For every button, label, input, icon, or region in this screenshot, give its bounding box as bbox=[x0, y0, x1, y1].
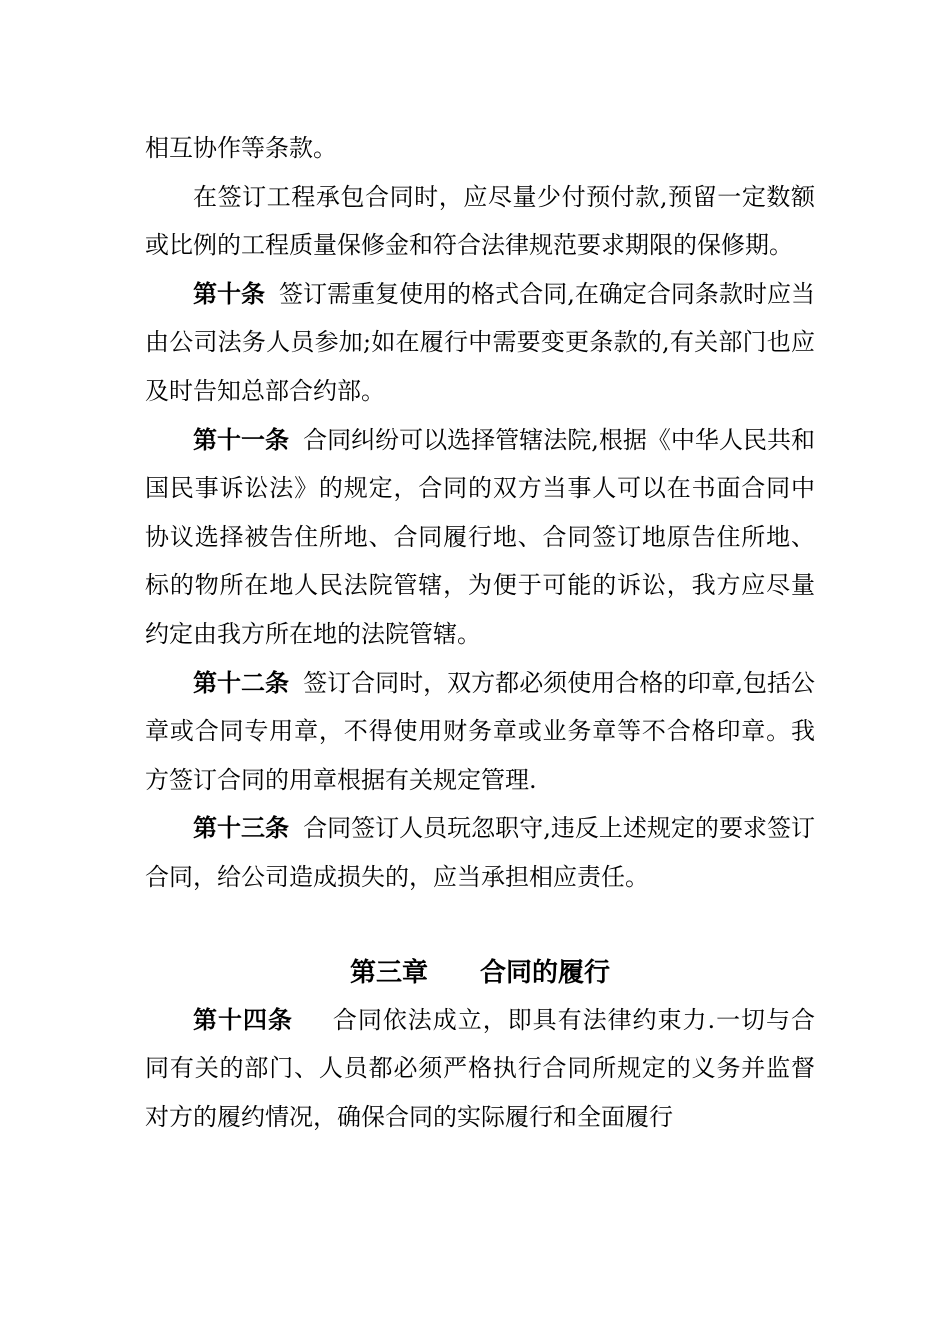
article-number: 第十一条 bbox=[193, 424, 290, 454]
article-number: 第十四条 bbox=[193, 1004, 293, 1034]
article-number: 第十三条 bbox=[193, 813, 290, 843]
paragraph-text: 在签订工程承包合同时，应尽量少付预付款,预留一定数额或比例的工程质量保修金和符合法律规范要求期限的保修期。 bbox=[145, 182, 815, 260]
article-number: 第十二条 bbox=[193, 667, 290, 697]
paragraph-warranty bbox=[145, 173, 815, 270]
article-text: 签订需重复使用的格式合同,在确定合同条款时应当由公司法务人员参加;如在履行中需要变更条款的,有关部门也应及时告知总部合约部。 bbox=[145, 279, 815, 405]
article-14 bbox=[145, 996, 815, 1142]
article-text: 签订合同时，双方都必须使用合格的印章,包括公章或合同专用章，不得使用财务章或业务章等不合格印章。我方签订合同的用章根据有关规定管理. bbox=[145, 668, 815, 794]
article-text: 合同纠纷可以选择管辖法院,根据《中华人民共和国民事诉讼法》的规定，合同的双方当事人可以在书面合同中协议选择被告住所地、合同履行地、合同签订地原告住所地、标的物所在地人民法院管辖，为便于可能的诉讼，我方应尽量约定由我方所在地的法院管辖。 bbox=[145, 425, 815, 648]
article-10 bbox=[145, 270, 815, 416]
article-11 bbox=[145, 416, 815, 659]
paragraph-text: 相互协作等条款。 bbox=[145, 134, 337, 162]
article-number: 第十条 bbox=[193, 278, 266, 308]
chapter-heading: 第三章 合同的履行 bbox=[349, 957, 610, 988]
article-text: 合同依法成立，即具有法律约束力.一切与合同有关的部门、人员都必须严格执行合同所规定的义务并监督对方的履约情况，确保合同的实际履行和全面履行 bbox=[145, 1005, 815, 1131]
article-text: 合同签订人员玩忽职守,违反上述规定的要求签订合同，给公司造成损失的，应当承担相应责任。 bbox=[145, 814, 815, 891]
article-13 bbox=[145, 804, 815, 901]
document-page bbox=[145, 124, 815, 1141]
paragraph-continuation bbox=[145, 124, 815, 173]
article-12 bbox=[145, 659, 815, 805]
